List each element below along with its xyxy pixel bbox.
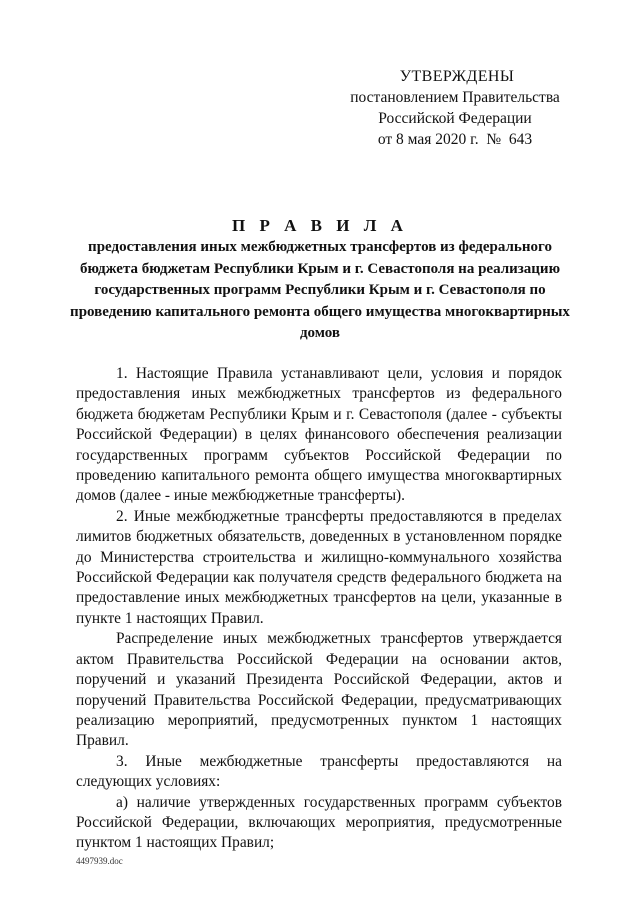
paragraph: а) наличие утвержденных государственных программ субъектов Российской Федерации, включающих мероприятия, предусмотренные пунктом 1 настоящих Правил; xyxy=(76,793,562,852)
document-subtitle: предоставления иных межбюджетных трансфертов из федерального бюджета бюджетам Республики Крым и г. Севастополя на реализацию государственных программ Республики Крым и г. Севастополя по проведению капитального ремонта общего имущества многоквартирных домов xyxy=(70,239,570,341)
approval-title: УТВЕРЖДЕНЫ xyxy=(399,68,515,85)
paragraph: 2. Иные межбюджетные трансферты предоставляются в пределах лимитов бюджетных обязательств, доведенных в установленном порядке до Министерства строительства и жилищно-коммунального хозяйства Российской Федерации как получателя средств федерального бюджета на предоставление иных межбюджетных трансфертов на цели, указанные в пункте 1 настоящих Правил. xyxy=(76,507,562,627)
document-body xyxy=(76,364,562,854)
paragraph: 3. Иные межбюджетные трансферты предоставляются на следующих условиях: xyxy=(76,752,562,791)
paragraph: Распределение иных межбюджетных трансфертов утверждается актом Правительства Российской Федерации на основании актов, поручений и указаний Президента Российской Федерации, актов и поручений Правительства Российской Федерации, предусматривающих реализацию мероприятий, предусмотренных пунктом 1 настоящих Правил. xyxy=(76,630,562,750)
approval-date-line: от 8 мая 2020 г. № 643 xyxy=(377,131,533,148)
approval-block xyxy=(340,66,570,150)
approval-line: постановлением Правительства xyxy=(350,89,560,106)
paragraph: 1. Настоящие Правила устанавливают цели, условия и порядок предоставления иных межбюджетных трансфертов из федерального бюджета бюджетам Республики Крым и г. Севастополя (далее - субъекты Российской Федерации) в целях финансового обеспечения реализации государственных программ субъектов Российской Федерации по проведению капитального ремонта общего имущества многоквартирных домов (далее - иные межбюджетные трансферты). xyxy=(76,365,562,505)
file-code: 4497939.doc xyxy=(76,856,123,866)
document-title: П Р А В И Л А xyxy=(232,216,408,235)
approval-line: Российской Федерации xyxy=(378,110,532,127)
